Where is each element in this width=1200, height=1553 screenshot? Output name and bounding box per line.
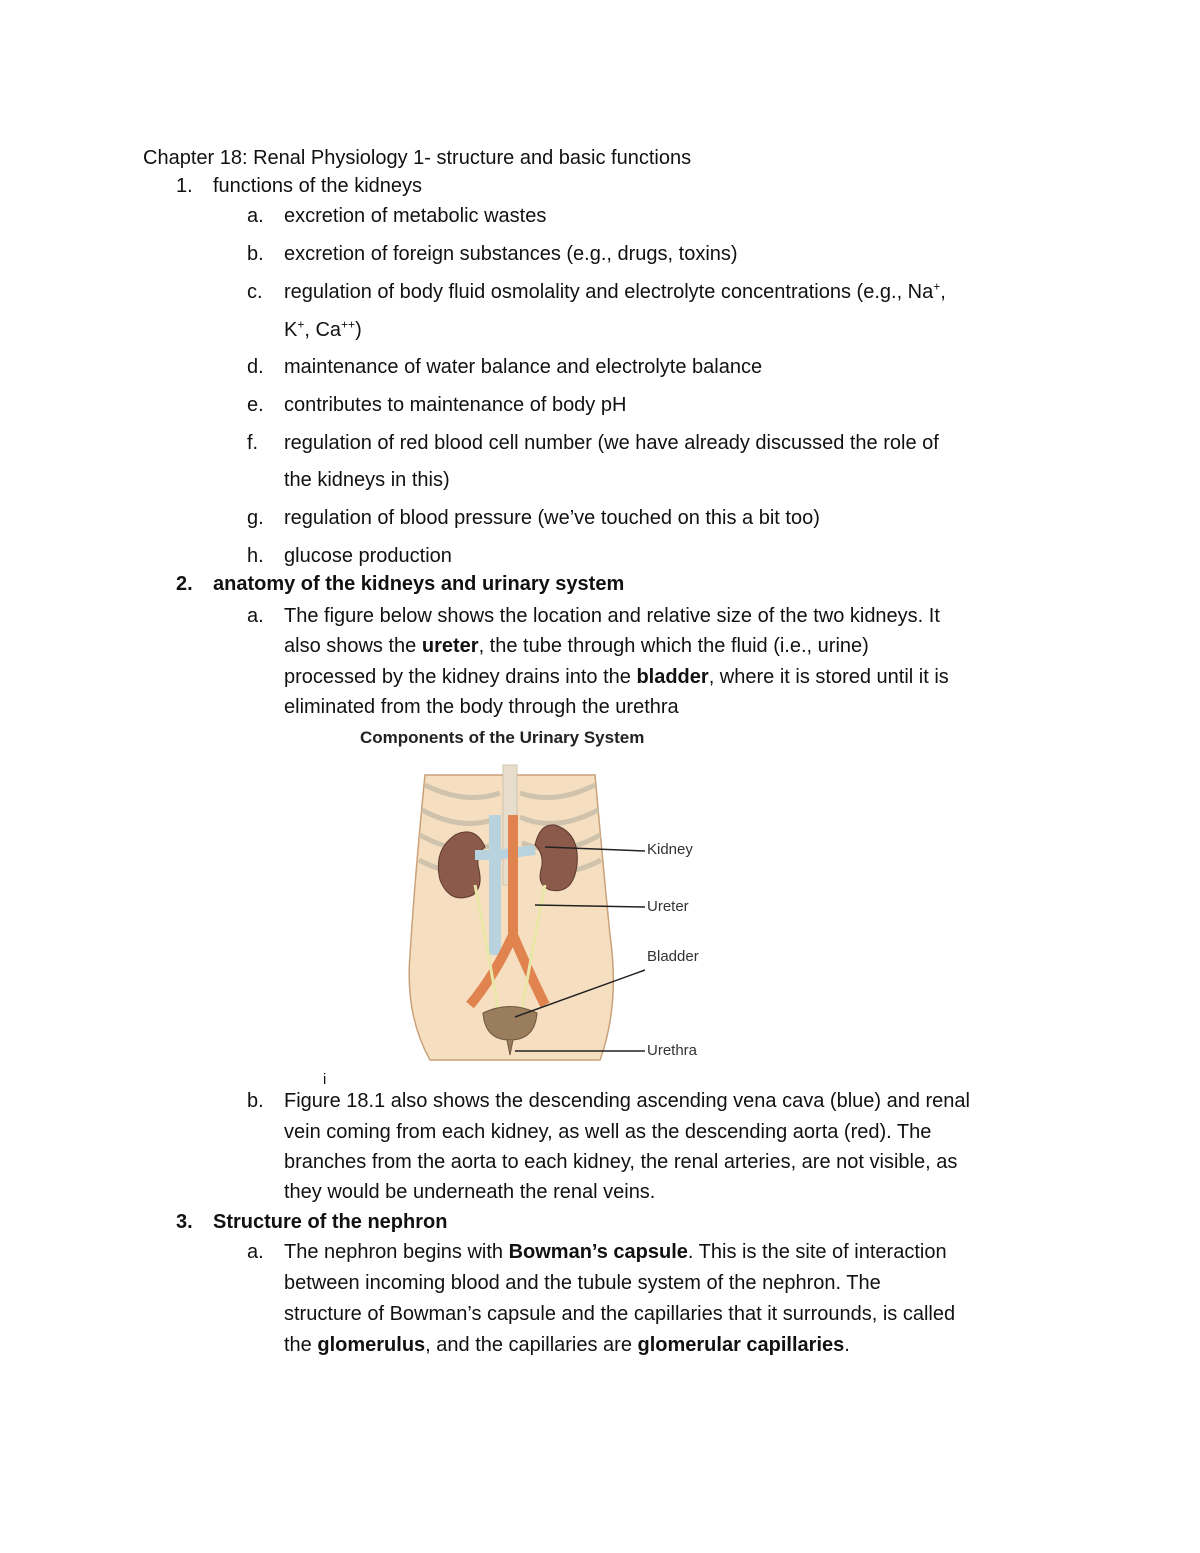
urinary-system-figure bbox=[395, 755, 715, 1065]
item-1f-line2: the kidneys in this) bbox=[284, 469, 450, 491]
label-ureter: Ureter bbox=[647, 898, 689, 915]
item-1e-letter: e. bbox=[247, 394, 264, 416]
item-1e-text: contributes to maintenance of body pH bbox=[284, 394, 627, 416]
item-1f-letter: f. bbox=[247, 432, 259, 454]
figure-title: Components of the Urinary System bbox=[360, 728, 645, 747]
item-2a-letter: a. bbox=[247, 605, 264, 627]
item-3a-letter: a. bbox=[247, 1241, 264, 1263]
item-1c-line2: K+, Ca++) bbox=[284, 317, 362, 341]
item-1d-text: maintenance of water balance and electrolyte balance bbox=[284, 356, 763, 378]
item-1h-letter: h. bbox=[247, 545, 264, 567]
item-1h-text: glucose production bbox=[284, 545, 452, 567]
item-1g-letter: g. bbox=[247, 507, 264, 529]
section-2-number: 2. bbox=[176, 573, 193, 595]
item-2b-line2: vein coming from each kidney, as well as the descending aorta (red). The bbox=[284, 1121, 932, 1143]
item-3a-line4: the glomerulus, and the capillaries are glomerular capillaries. bbox=[284, 1334, 850, 1356]
item-3a-line2: between incoming blood and the tubule system of the nephron. The bbox=[284, 1272, 881, 1294]
item-2b-line4: they would be underneath the renal veins. bbox=[284, 1181, 656, 1203]
item-3a-line3: structure of Bowman’s capsule and the capillaries that it surrounds, is called bbox=[284, 1303, 956, 1325]
chapter-title: Chapter 18: Renal Physiology 1- structure and basic functions bbox=[143, 147, 692, 169]
item-1b-text: excretion of foreign substances (e.g., drugs, toxins) bbox=[284, 243, 738, 265]
section-1-heading: functions of the kidneys bbox=[213, 175, 423, 197]
item-3a-line1: The nephron begins with Bowman’s capsule. This is the site of interaction bbox=[284, 1241, 947, 1263]
item-2b-line3: branches from the aorta to each kidney, the renal arteries, are not visible, as bbox=[284, 1151, 958, 1173]
label-kidney: Kidney bbox=[647, 841, 693, 858]
item-1c-letter: c. bbox=[247, 281, 263, 303]
section-2-heading: anatomy of the kidneys and urinary system bbox=[213, 573, 625, 595]
item-1g-text: regulation of blood pressure (we’ve touched on this a bit too) bbox=[284, 507, 820, 529]
section-1-number: 1. bbox=[176, 175, 193, 197]
item-1a-text: excretion of metabolic wastes bbox=[284, 205, 547, 227]
item-2a-line3: processed by the kidney drains into the bladder, where it is stored until it is bbox=[284, 666, 949, 688]
label-urethra: Urethra bbox=[647, 1042, 698, 1059]
item-1f-line1: regulation of red blood cell number (we have already discussed the role of bbox=[284, 432, 939, 454]
item-1b-letter: b. bbox=[247, 243, 264, 265]
item-2b-line1: Figure 18.1 also shows the descending ascending vena cava (blue) and renal bbox=[284, 1090, 970, 1112]
item-2a-line1: The figure below shows the location and relative size of the two kidneys. It bbox=[284, 605, 940, 627]
item-1c-line1: regulation of body fluid osmolality and electrolyte concentrations (e.g., Na+, bbox=[284, 279, 946, 303]
item-2a-line4: eliminated from the body through the urethra bbox=[284, 696, 679, 718]
item-1a-letter: a. bbox=[247, 205, 264, 227]
item-2a-line2: also shows the ureter, the tube through which the fluid (i.e., urine) bbox=[284, 635, 869, 657]
item-1d-letter: d. bbox=[247, 356, 264, 378]
section-3-number: 3. bbox=[176, 1211, 193, 1233]
section-3-heading: Structure of the nephron bbox=[213, 1211, 448, 1233]
item-2b-letter: b. bbox=[247, 1090, 264, 1112]
label-bladder: Bladder bbox=[647, 948, 699, 965]
figure-footnote-marker: i bbox=[323, 1071, 327, 1088]
